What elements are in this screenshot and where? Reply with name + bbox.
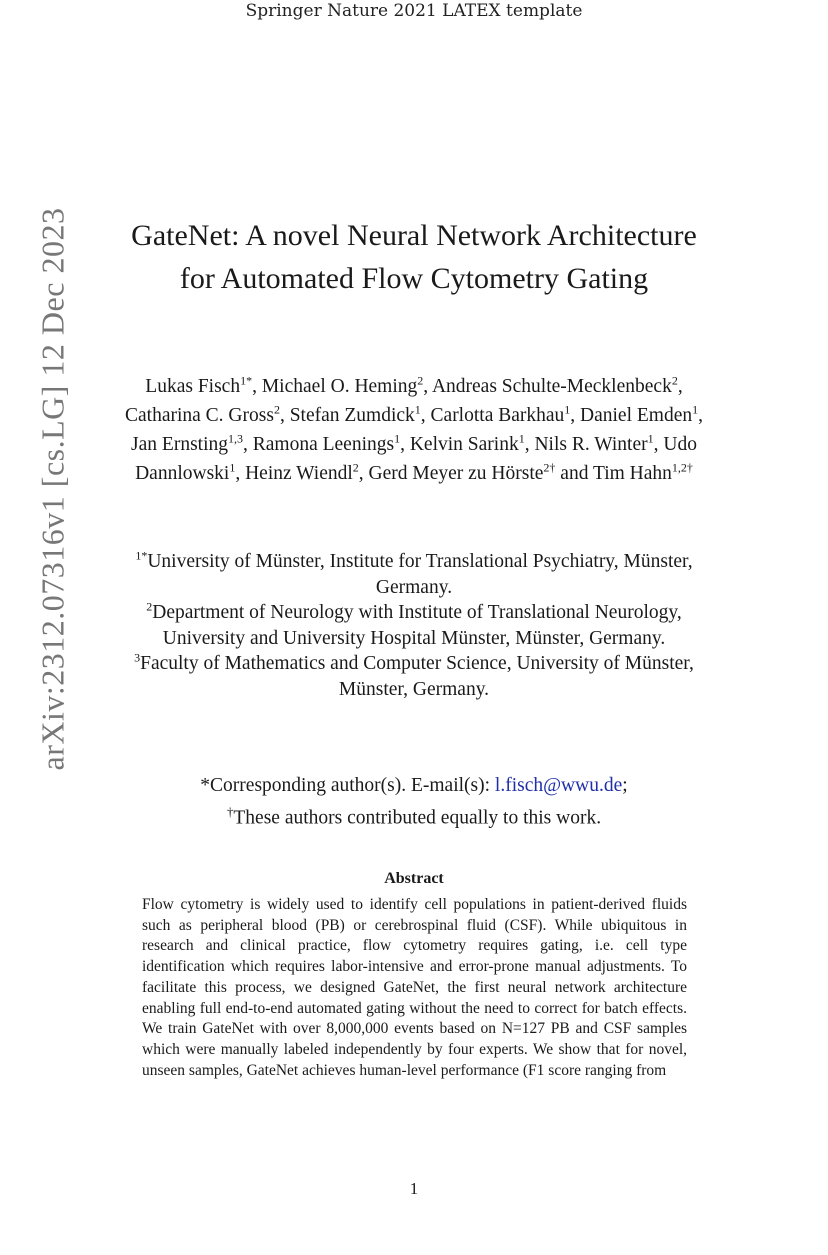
author-affiliation-mark: 1: [692, 402, 699, 417]
author-affiliation-mark: 1: [414, 402, 421, 417]
author-separator: ,: [423, 376, 432, 397]
author-name: Lukas Fisch: [145, 376, 241, 397]
author-separator: ,: [420, 405, 431, 426]
author-separator: ,: [358, 463, 369, 484]
author-name: Andreas Schulte-Mecklenbeck: [431, 376, 672, 397]
affiliation-text: Faculty of Mathematics and Computer Science, University of Münster, Münster, Germany.: [140, 653, 694, 700]
author-name: Udo Dannlowski: [135, 434, 697, 484]
author-separator: ,: [400, 434, 410, 455]
author-name: Nils R. Winter: [534, 434, 648, 455]
corresponding-prefix: *Corresponding author(s). E-mail(s):: [200, 775, 495, 796]
author-affiliation-mark: 1,3: [228, 431, 243, 446]
author-name: Ramona Leenings: [252, 434, 395, 455]
affiliation-mark: 1*: [135, 548, 148, 563]
affiliation-list: [110, 549, 718, 702]
author-name: Carlotta Barkhau: [430, 405, 565, 426]
corresponding-suffix: ;: [622, 775, 628, 796]
correspondence-block: [110, 773, 718, 832]
author-affiliation-mark: 1*: [240, 373, 253, 388]
equal-contribution-text: These authors contributed equally to this work.: [233, 807, 602, 829]
author-name: Heinz Wiendl: [245, 463, 353, 484]
equal-contribution-line: [110, 799, 718, 832]
author-separator: and: [555, 463, 593, 484]
affiliation-item: [110, 600, 718, 651]
author-affiliation-mark: 1,2†: [671, 460, 693, 475]
corresponding-author-line: [110, 773, 718, 799]
abstract-body: [142, 895, 687, 1081]
author-separator: ,: [235, 463, 246, 484]
author-separator: ,: [677, 376, 683, 397]
abstract-text: Flow cytometry is widely used to identify cell populations in patient-derived fluids such as peripheral blood (PB) or cerebrospinal fluid (CSF). While ubiquitous in research and clinical practice, flow cytometry requires gating, i.e. cell type identification which requires labor-intensive and error-prone manual adjustments. To facilitate this process, we designed GateNet, the first neural network architecture enabling full end-to-end automated gating without the need to correct for batch effects. We train GateNet with over 8,000,000 events based on N=127 PB and CSF samples which were manually labeled independently by four experts. We show that for novel, unseen samples, GateNet achieves human-level performance (F1 score ranging from: [142, 896, 687, 1079]
author-affiliation-mark: 1: [518, 431, 525, 446]
author-separator: ,: [653, 434, 664, 455]
author-affiliation-mark: 2: [352, 460, 359, 475]
affiliation-text: Department of Neurology with Institute of Translational Neurology, University and University Hospital Münster, Münster, Germany.: [152, 602, 682, 649]
author-affiliation-mark: 1: [394, 431, 401, 446]
author-separator: ,: [279, 405, 290, 426]
author-separator: ,: [243, 434, 253, 455]
abstract-heading: Abstract: [384, 870, 444, 887]
author-name: Gerd Meyer zu Hörste: [368, 463, 544, 484]
author-affiliation-mark: 1: [229, 460, 236, 475]
author-name: Tim Hahn: [592, 463, 672, 484]
author-separator: ,: [524, 434, 535, 455]
author-affiliation-mark: 2†: [543, 460, 556, 475]
author-affiliation-mark: 2: [273, 402, 280, 417]
affiliation-text: University of Münster, Institute for Translational Psychiatry, Münster, Germany.: [147, 551, 693, 598]
author-separator: ,: [252, 376, 262, 397]
arxiv-side-stamp: [32, 158, 74, 820]
paper-title: GateNet: A novel Neural Network Architecture for Automated Flow Cytometry Gating: [131, 219, 697, 295]
affiliation-mark: 2: [146, 599, 153, 614]
author-name: Kelvin Sarink: [409, 434, 519, 455]
author-name: Michael O. Heming: [261, 376, 418, 397]
author-affiliation-mark: 1: [647, 431, 654, 446]
page-number: 1: [409, 1179, 419, 1198]
author-separator: ,: [570, 405, 581, 426]
author-affiliation-mark: 1: [564, 402, 571, 417]
author-list: [118, 372, 710, 488]
affiliation-mark: 3: [134, 650, 141, 665]
affiliation-item: [110, 549, 718, 600]
arxiv-identifier: arXiv:2312.07316v1 [cs.LG] 12 Dec 2023: [34, 207, 71, 771]
author-email-link[interactable]: l.fisch@wwu.de: [494, 775, 623, 796]
author-name: Catharina C. Gross: [125, 405, 274, 426]
running-header: Springer Nature 2021 LATEX template: [245, 1, 583, 21]
author-affiliation-mark: 2: [671, 373, 678, 388]
author-name: Stefan Zumdick: [289, 405, 415, 426]
author-separator: ,: [698, 405, 703, 426]
author-name: Daniel Emden: [580, 405, 693, 426]
dagger-mark: †: [226, 804, 234, 819]
affiliation-item: [110, 651, 718, 702]
author-name: Jan Ernsting: [131, 434, 228, 455]
author-affiliation-mark: 2: [417, 373, 424, 388]
